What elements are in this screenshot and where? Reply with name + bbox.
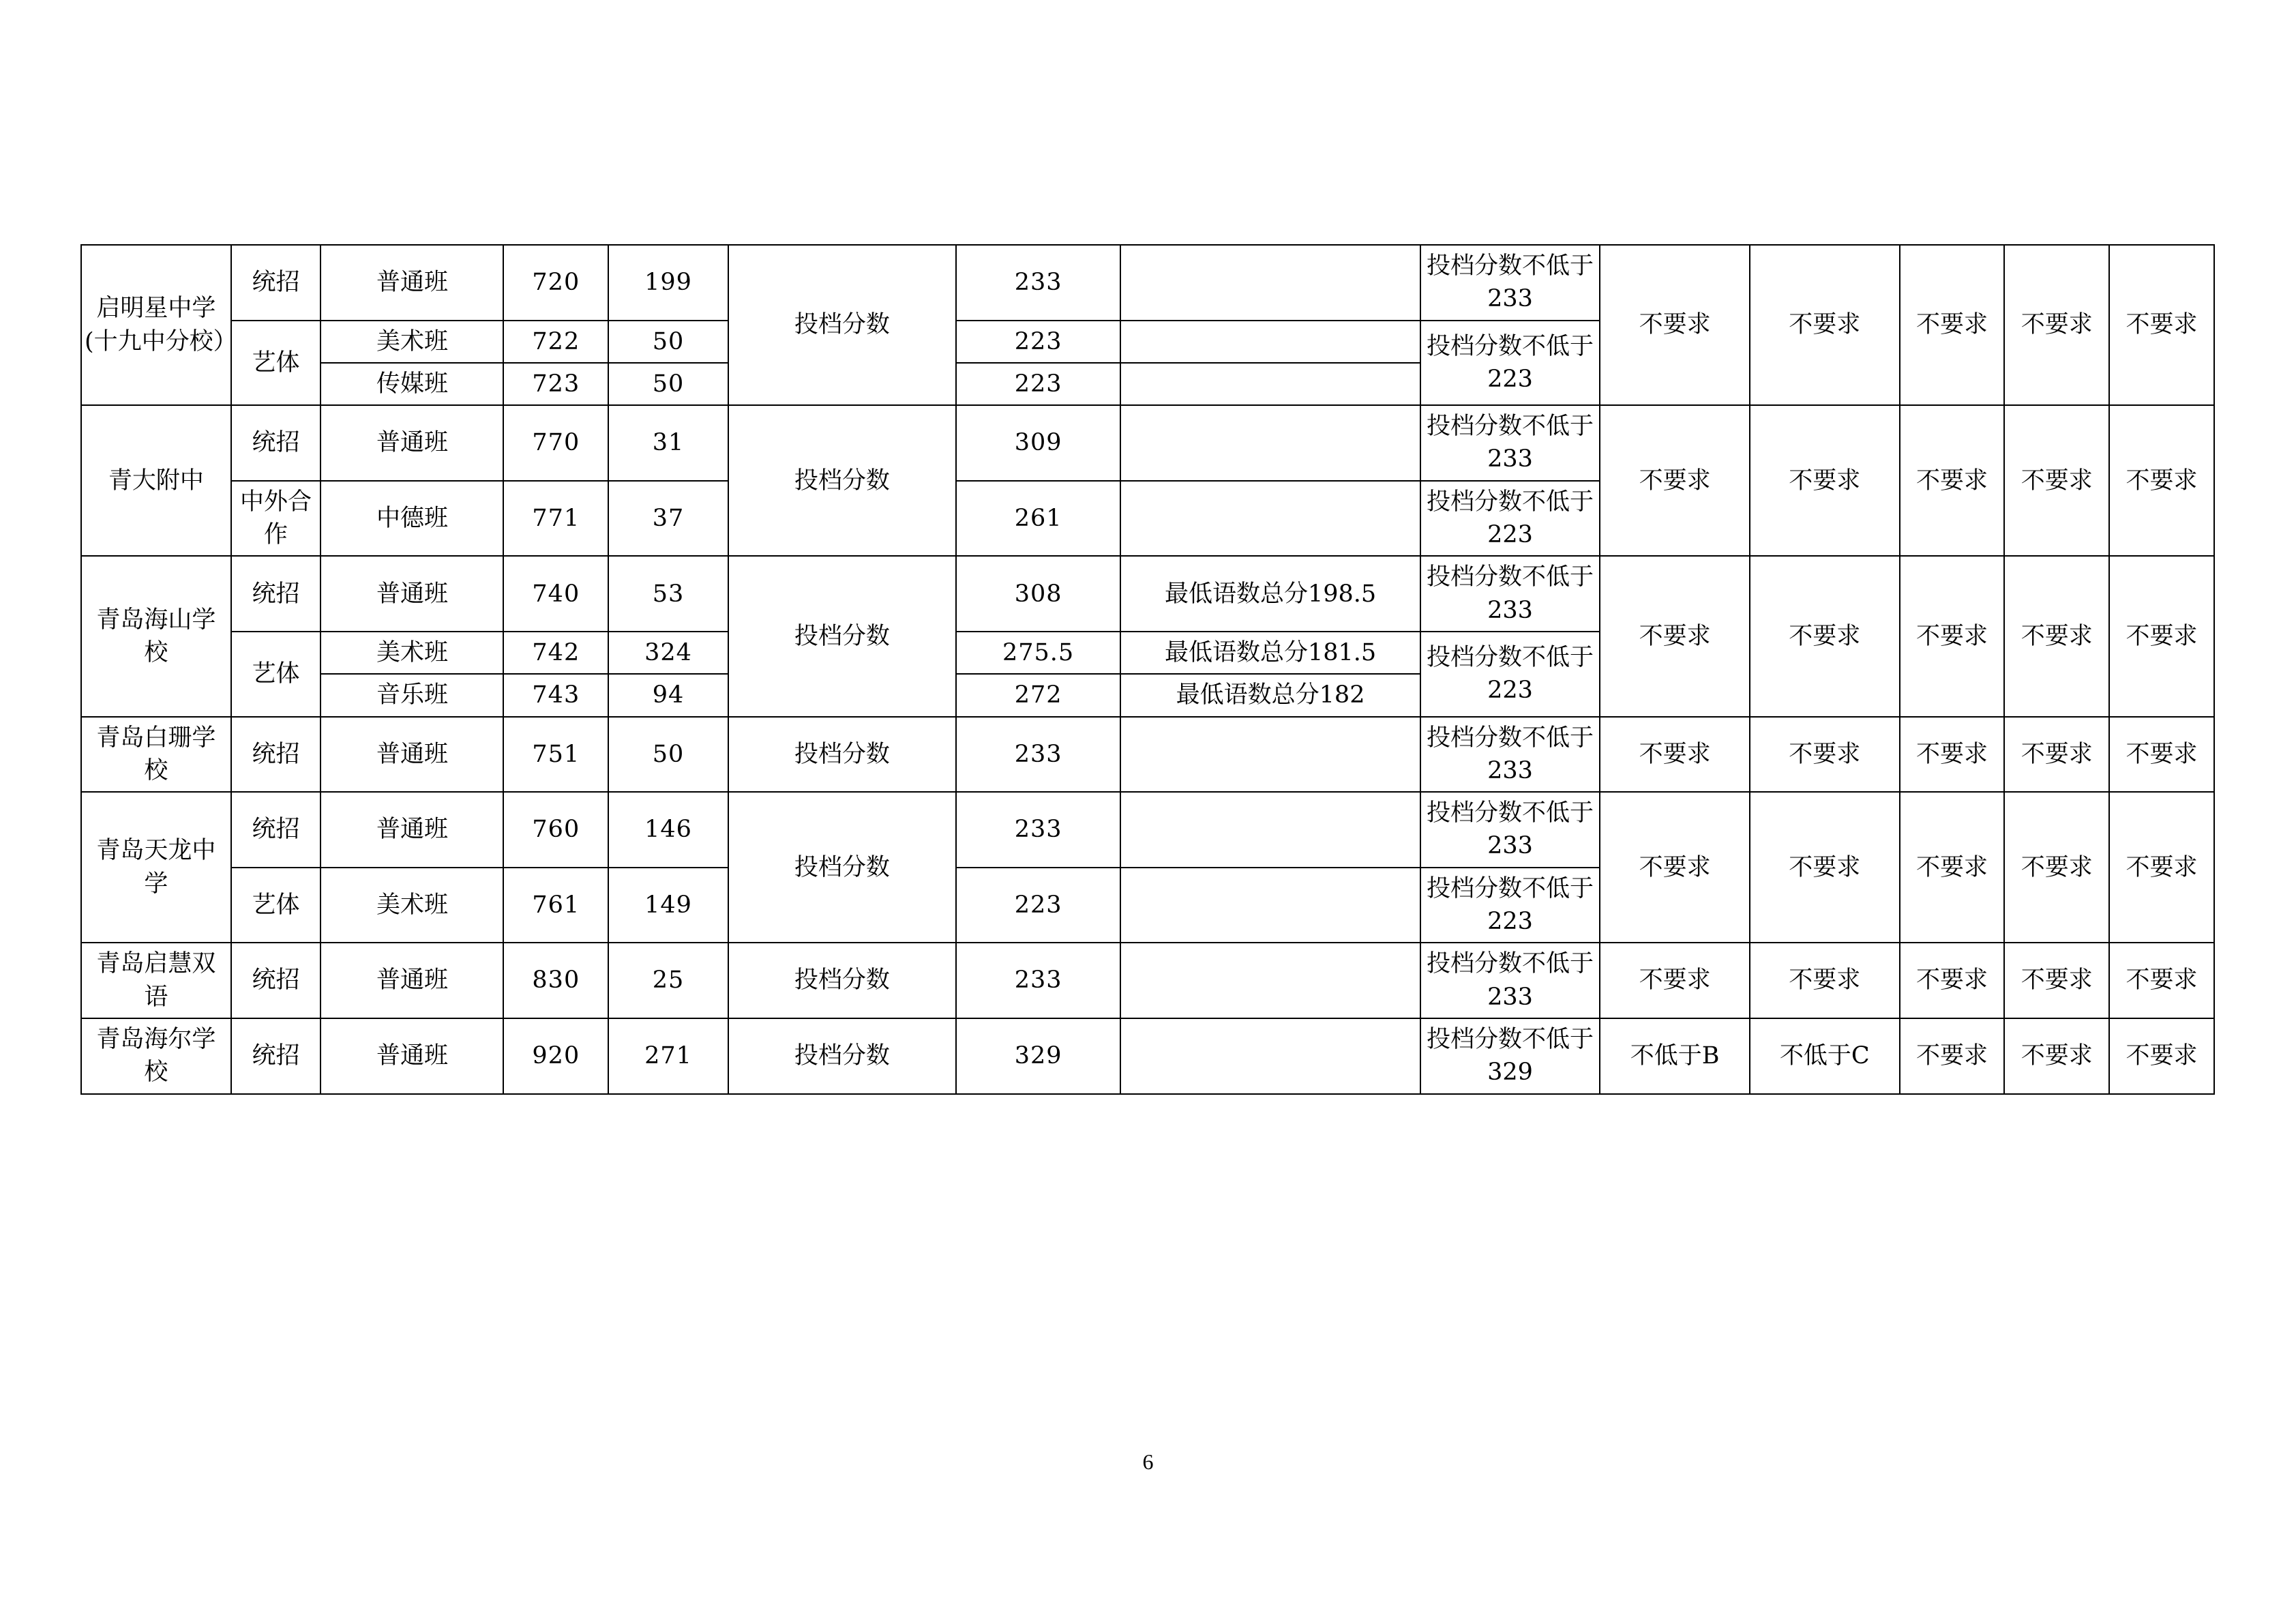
cell-filing-requirement: 投档分数不低于233 <box>1420 405 1600 481</box>
cell-plan-code: 760 <box>503 792 608 868</box>
cell-requirement-3: 不要求 <box>1900 556 2005 716</box>
cell-school-name: 青大附中 <box>81 405 231 556</box>
cell-requirement-2: 不要求 <box>1750 245 1900 405</box>
cell-admission-category: 统招 <box>231 792 321 868</box>
table-row <box>81 556 2214 632</box>
cell-requirement-5: 不要求 <box>2109 1018 2214 1094</box>
cell-requirement-4: 不要求 <box>2004 792 2109 943</box>
cell-remark: 最低语数总分181.5 <box>1120 632 1420 674</box>
cell-remark <box>1120 481 1420 557</box>
cell-school-name: 青岛启慧双语 <box>81 943 231 1018</box>
cell-plan-code: 770 <box>503 405 608 481</box>
cell-remark <box>1120 1018 1420 1094</box>
table-row <box>81 943 2214 1018</box>
cell-scoring-rule: 投档分数 <box>728 717 956 793</box>
cell-cutoff-score: 223 <box>956 363 1121 405</box>
cell-filing-requirement: 投档分数不低于233 <box>1420 245 1600 321</box>
cell-scoring-rule: 投档分数 <box>728 556 956 716</box>
cell-school-name: 青岛海尔学校 <box>81 1018 231 1094</box>
admission-score-table <box>80 244 2215 1095</box>
cell-plan-code: 771 <box>503 481 608 557</box>
cell-requirement-4: 不要求 <box>2004 245 2109 405</box>
cell-requirement-3: 不要求 <box>1900 792 2005 943</box>
cell-admission-category: 艺体 <box>231 632 321 717</box>
cell-admission-category: 统招 <box>231 1018 321 1094</box>
cell-plan-count: 50 <box>608 717 728 793</box>
cell-requirement-1: 不要求 <box>1600 943 1750 1018</box>
cell-plan-code: 723 <box>503 363 608 405</box>
cell-plan-count: 146 <box>608 792 728 868</box>
cell-plan-code: 720 <box>503 245 608 321</box>
cell-admission-category: 统招 <box>231 245 321 321</box>
cell-requirement-2: 不要求 <box>1750 792 1900 943</box>
cell-filing-requirement: 投档分数不低于233 <box>1420 556 1600 632</box>
cell-plan-count: 94 <box>608 674 728 716</box>
cell-cutoff-score: 275.5 <box>956 632 1121 674</box>
cell-filing-requirement: 投档分数不低于233 <box>1420 943 1600 1018</box>
cell-remark <box>1120 943 1420 1018</box>
cell-cutoff-score: 223 <box>956 321 1121 363</box>
cell-remark <box>1120 245 1420 321</box>
cell-plan-count: 37 <box>608 481 728 557</box>
cell-plan-count: 53 <box>608 556 728 632</box>
cell-school-name: 青岛天龙中学 <box>81 792 231 943</box>
cell-admission-category: 中外合作 <box>231 481 321 557</box>
cell-scoring-rule: 投档分数 <box>728 792 956 943</box>
cell-class-type: 普通班 <box>320 556 503 632</box>
cell-requirement-2: 不要求 <box>1750 556 1900 716</box>
cell-plan-code: 740 <box>503 556 608 632</box>
cell-cutoff-score: 272 <box>956 674 1121 716</box>
cell-cutoff-score: 233 <box>956 792 1121 868</box>
cell-cutoff-score: 223 <box>956 868 1121 943</box>
cell-plan-count: 50 <box>608 363 728 405</box>
cell-plan-count: 271 <box>608 1018 728 1094</box>
cell-filing-requirement: 投档分数不低于233 <box>1420 792 1600 868</box>
cell-admission-category: 统招 <box>231 943 321 1018</box>
cell-class-type: 美术班 <box>320 321 503 363</box>
cell-requirement-5: 不要求 <box>2109 943 2214 1018</box>
cell-scoring-rule: 投档分数 <box>728 943 956 1018</box>
cell-plan-code: 743 <box>503 674 608 716</box>
cell-school-name: 启明星中学(十九中分校） <box>81 245 231 405</box>
cell-class-type: 普通班 <box>320 245 503 321</box>
cell-class-type: 普通班 <box>320 792 503 868</box>
table-row <box>81 1018 2214 1094</box>
cell-filing-requirement: 投档分数不低于223 <box>1420 481 1600 557</box>
cell-requirement-5: 不要求 <box>2109 792 2214 943</box>
cell-filing-requirement: 投档分数不低于223 <box>1420 632 1600 717</box>
cell-plan-code: 742 <box>503 632 608 674</box>
cell-plan-count: 149 <box>608 868 728 943</box>
cell-requirement-4: 不要求 <box>2004 1018 2109 1094</box>
cell-remark <box>1120 717 1420 793</box>
cell-plan-code: 920 <box>503 1018 608 1094</box>
table-row <box>81 405 2214 481</box>
cell-plan-count: 25 <box>608 943 728 1018</box>
cell-requirement-3: 不要求 <box>1900 717 2005 793</box>
cell-school-name: 青岛白珊学校 <box>81 717 231 793</box>
cell-plan-code: 830 <box>503 943 608 1018</box>
cell-requirement-5: 不要求 <box>2109 717 2214 793</box>
cell-requirement-2: 不要求 <box>1750 717 1900 793</box>
cell-filing-requirement: 投档分数不低于223 <box>1420 321 1600 406</box>
cell-requirement-3: 不要求 <box>1900 245 2005 405</box>
cell-scoring-rule: 投档分数 <box>728 245 956 405</box>
cell-cutoff-score: 261 <box>956 481 1121 557</box>
cell-cutoff-score: 233 <box>956 245 1121 321</box>
cell-admission-category: 艺体 <box>231 321 321 406</box>
cell-class-type: 美术班 <box>320 632 503 674</box>
cell-remark: 最低语数总分198.5 <box>1120 556 1420 632</box>
cell-requirement-5: 不要求 <box>2109 405 2214 556</box>
cell-requirement-2: 不要求 <box>1750 405 1900 556</box>
cell-scoring-rule: 投档分数 <box>728 405 956 556</box>
cell-requirement-1: 不要求 <box>1600 717 1750 793</box>
cell-plan-count: 31 <box>608 405 728 481</box>
cell-requirement-1: 不要求 <box>1600 556 1750 716</box>
cell-requirement-3: 不要求 <box>1900 405 2005 556</box>
cell-admission-category: 统招 <box>231 717 321 793</box>
cell-plan-count: 324 <box>608 632 728 674</box>
cell-plan-code: 761 <box>503 868 608 943</box>
table-row <box>81 717 2214 793</box>
cell-filing-requirement: 投档分数不低于233 <box>1420 717 1600 793</box>
cell-requirement-1: 不要求 <box>1600 245 1750 405</box>
cell-remark <box>1120 792 1420 868</box>
cell-plan-count: 199 <box>608 245 728 321</box>
cell-cutoff-score: 308 <box>956 556 1121 632</box>
cell-class-type: 中德班 <box>320 481 503 557</box>
cell-class-type: 传媒班 <box>320 363 503 405</box>
cell-plan-count: 50 <box>608 321 728 363</box>
cell-requirement-1: 不低于B <box>1600 1018 1750 1094</box>
cell-filing-requirement: 投档分数不低于329 <box>1420 1018 1600 1094</box>
cell-requirement-4: 不要求 <box>2004 405 2109 556</box>
cell-cutoff-score: 309 <box>956 405 1121 481</box>
cell-requirement-2: 不低于C <box>1750 1018 1900 1094</box>
cell-requirement-1: 不要求 <box>1600 792 1750 943</box>
cell-cutoff-score: 233 <box>956 717 1121 793</box>
cell-cutoff-score: 329 <box>956 1018 1121 1094</box>
cell-class-type: 普通班 <box>320 1018 503 1094</box>
cell-requirement-2: 不要求 <box>1750 943 1900 1018</box>
cell-admission-category: 统招 <box>231 556 321 632</box>
cell-remark: 最低语数总分182 <box>1120 674 1420 716</box>
cell-scoring-rule: 投档分数 <box>728 1018 956 1094</box>
cell-class-type: 音乐班 <box>320 674 503 716</box>
cell-remark <box>1120 868 1420 943</box>
cell-admission-category: 艺体 <box>231 868 321 943</box>
cell-school-name: 青岛海山学校 <box>81 556 231 716</box>
cell-class-type: 普通班 <box>320 943 503 1018</box>
cell-class-type: 普通班 <box>320 717 503 793</box>
cell-remark <box>1120 363 1420 405</box>
cell-class-type: 美术班 <box>320 868 503 943</box>
cell-requirement-5: 不要求 <box>2109 245 2214 405</box>
cell-remark <box>1120 405 1420 481</box>
cell-requirement-3: 不要求 <box>1900 1018 2005 1094</box>
table-body <box>81 245 2214 1094</box>
cell-plan-code: 751 <box>503 717 608 793</box>
table-row <box>81 245 2214 321</box>
cell-requirement-3: 不要求 <box>1900 943 2005 1018</box>
cell-admission-category: 统招 <box>231 405 321 481</box>
cell-class-type: 普通班 <box>320 405 503 481</box>
cell-remark <box>1120 321 1420 363</box>
cell-requirement-4: 不要求 <box>2004 556 2109 716</box>
cell-plan-code: 722 <box>503 321 608 363</box>
cell-filing-requirement: 投档分数不低于223 <box>1420 868 1600 943</box>
cell-cutoff-score: 233 <box>956 943 1121 1018</box>
cell-requirement-4: 不要求 <box>2004 943 2109 1018</box>
table-row <box>81 792 2214 868</box>
cell-requirement-1: 不要求 <box>1600 405 1750 556</box>
cell-requirement-5: 不要求 <box>2109 556 2214 716</box>
page-number: 6 <box>1142 1449 1154 1474</box>
cell-requirement-4: 不要求 <box>2004 717 2109 793</box>
